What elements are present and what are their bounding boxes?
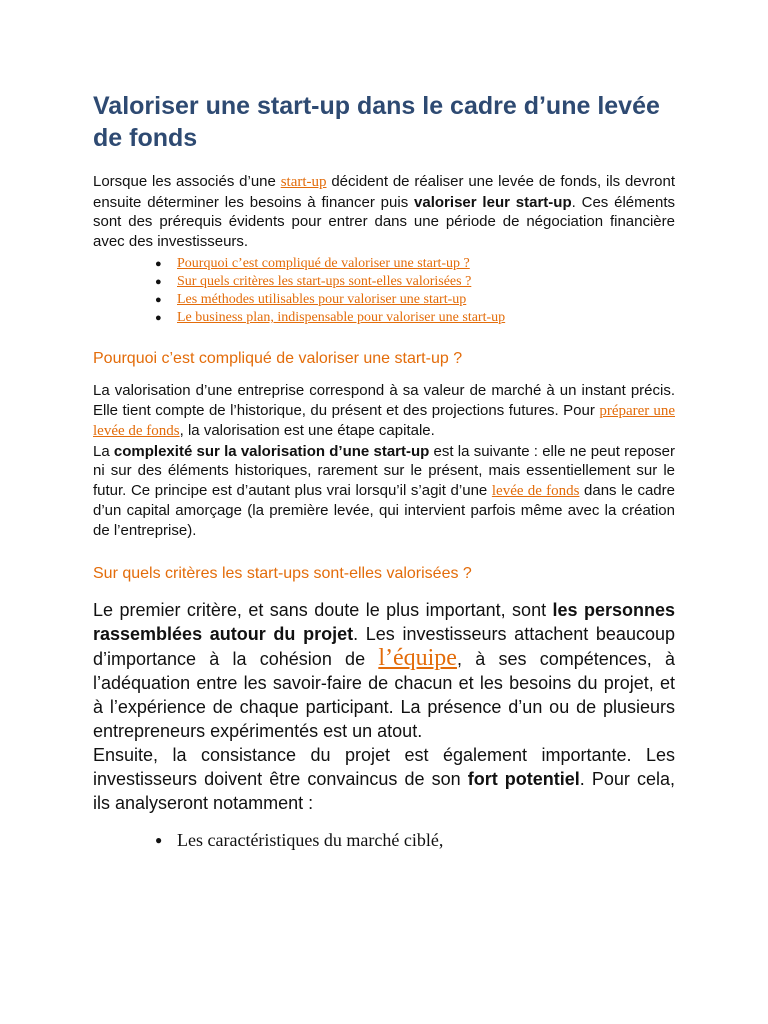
team-link[interactable]: l’équipe: [378, 645, 457, 671]
s1p2-text-1: La: [93, 442, 114, 460]
intro-text-3: . Ces éléments sont des prérequis évidents pour entrer dans une période de négociation financière avec des investisseurs.: [93, 193, 675, 250]
bullet-icon: ●: [155, 294, 162, 306]
intro-text-2: décident de réaliser une levée de fonds, ils devront ensuite déterminer les besoins à financer puis: [93, 173, 675, 211]
list-item: [155, 829, 675, 851]
document-page: [93, 90, 675, 851]
bullet-icon: ●: [155, 833, 163, 847]
intro-bold: valoriser leur start-up: [414, 193, 572, 211]
page-title: Valoriser une start-up dans le cadre d’une levée de fonds: [93, 92, 660, 152]
section1-paragraph-2: [93, 442, 675, 541]
section-heading-1: Pourquoi c’est compliqué de valoriser une start-up ?: [93, 350, 463, 367]
section1-paragraph-1: [93, 381, 675, 442]
bullet-icon: ●: [155, 258, 162, 270]
startup-link[interactable]: start-up: [280, 174, 327, 190]
s2p2-text-2: . Pour cela, ils analyseront notamment :: [93, 769, 675, 813]
s1p2-text-3: dans le cadre d’un capital amorçage (la première levée, qui intervient parfois même avec la création de l’entreprise).: [93, 481, 675, 539]
toc-item[interactable]: [155, 255, 675, 273]
toc-link-3[interactable]: Les méthodes utilisables pour valoriser une start-up: [177, 292, 467, 307]
s2p1-text-1: Le premier critère, et sans doute le plus important, sont: [93, 600, 553, 620]
bullet-icon: ●: [155, 276, 162, 288]
s1p1-text-2: , la valorisation est une étape capitale.: [179, 422, 435, 439]
intro-text-1: Lorsque les associés d’une: [93, 173, 281, 190]
section-heading-2: Sur quels critères les start-ups sont-elles valorisées ?: [93, 565, 472, 582]
toc-link-4[interactable]: Le business plan, indispensable pour valoriser une start-up: [177, 310, 506, 325]
toc-item[interactable]: [155, 273, 675, 291]
s1p2-bold: complexité sur la valorisation d’une start-up: [113, 442, 430, 460]
intro-paragraph: [93, 172, 675, 251]
list-item-text: Les caractéristiques du marché ciblé,: [177, 830, 444, 850]
prepare-fundraising-link[interactable]: préparer une levée de fonds: [93, 402, 675, 439]
toc-link-1[interactable]: Pourquoi c’est compliqué de valoriser une start-up ?: [177, 256, 470, 271]
criteria-list: [93, 829, 675, 851]
table-of-contents: [93, 255, 675, 327]
s1p2-text-2: est la suivante : elle ne peut reposer ni sur des éléments historiques, rarement sur le présent, mais essentiellement sur le futur. Ce principe est d’autant plus vrai lorsqu’il s’agit d’une: [93, 442, 675, 499]
section2-paragraph-1: [93, 598, 675, 743]
s2p1-text-2: . Les investisseurs attachent beaucoup d’importance à la cohésion de: [93, 624, 675, 669]
s2p2-bold: fort potentiel: [467, 769, 580, 789]
s2p1-text-3: , à ses compétences, à l’adéquation entre les savoir-faire de chacun et les besoins du projet, et à l’expérience de chaque participant. La présence d’un ou de plusieurs entrepreneurs expérimentés est un atout.: [93, 649, 675, 741]
bullet-icon: ●: [155, 312, 162, 324]
section2-paragraph-2: [93, 743, 675, 815]
toc-item[interactable]: [155, 291, 675, 309]
s2p1-bold: les personnes rassemblées autour du projet: [93, 600, 675, 644]
toc-item[interactable]: [155, 309, 675, 327]
toc-link-2[interactable]: Sur quels critères les start-ups sont-elles valorisées ?: [177, 274, 472, 289]
s1p1-text-1: La valorisation d’une entreprise correspond à sa valeur de marché à un instant précis. Elle tient compte de l’historique, du présent et des projections futures. Pour: [93, 382, 675, 419]
fundraising-link[interactable]: levée de fonds: [491, 482, 580, 499]
s2p2-text-1: Ensuite, la consistance du projet est également importante. Les investisseurs doivent être convaincus de son: [93, 745, 675, 789]
